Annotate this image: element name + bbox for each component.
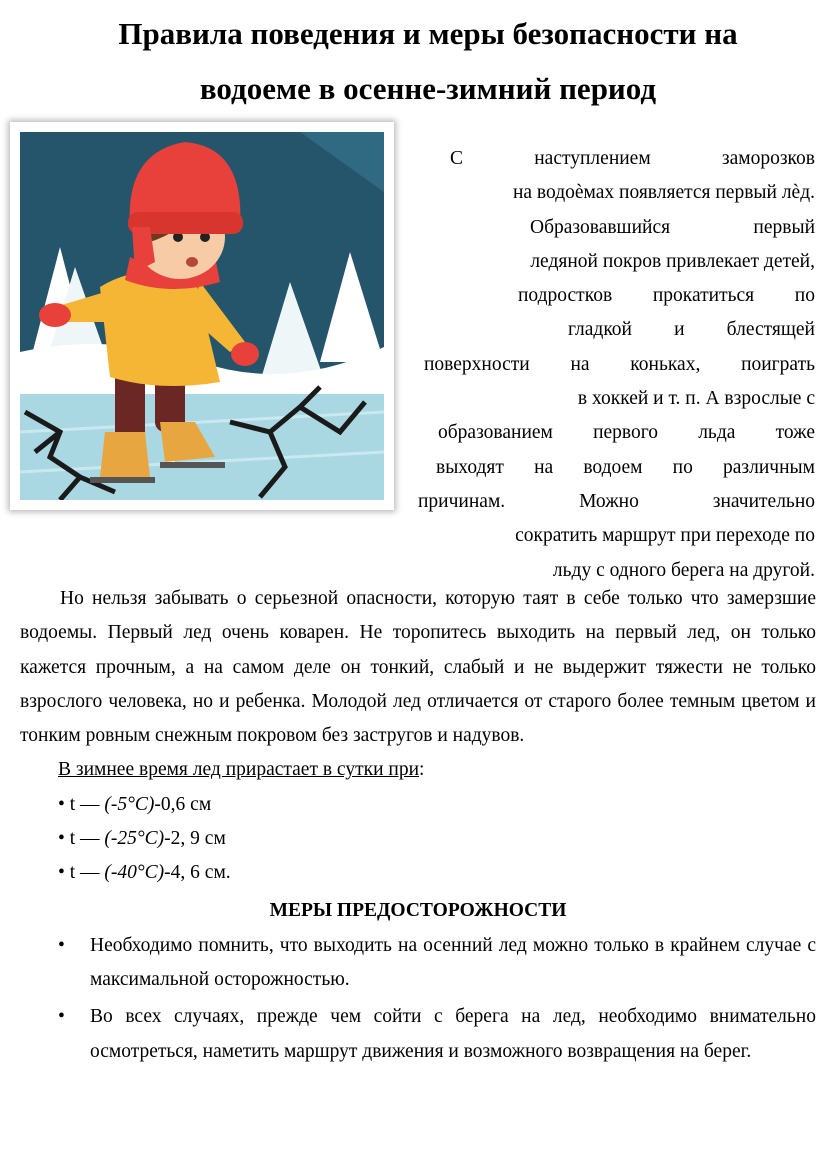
intro-line: С наступлением заморозков <box>450 148 815 169</box>
main-content <box>20 582 816 1072</box>
ice-growth-prefix: • t — <box>58 828 105 850</box>
ice-growth-intro <box>58 753 816 787</box>
title-line-2: водоеме в осенне-зимний период <box>199 71 657 106</box>
ice-growth-prefix: • t — <box>58 793 105 815</box>
intro-line: причинам. Можно значительно <box>418 490 815 512</box>
intro-line: в хоккей и т. п. А взрослые с <box>577 388 815 410</box>
ice-growth-value: -4, 6 см. <box>164 862 231 884</box>
illustration-frame <box>10 122 394 510</box>
ice-growth-temp: (-25°С) <box>104 828 165 850</box>
intro-line: подростков прокатиться по <box>518 285 815 307</box>
ice-growth-item <box>58 822 816 856</box>
ice-growth-colon: : <box>419 759 425 781</box>
ice-growth-temp: (-40°С) <box>104 862 165 884</box>
intro-line: Образовавшийся первый <box>530 216 815 238</box>
bullet-marker: • <box>58 1006 65 1028</box>
intro-line: на водоѐмах появляется первый лѐд. <box>512 182 815 204</box>
title-line-1: Правила поведения и меры безопасности на <box>118 16 738 51</box>
intro-line: сократить маршрут при переходе по <box>515 525 815 547</box>
danger-paragraph: Но нельзя забывать о серьезной опасности, которую таят в себе только что замерзшие водоемы. Первый лед очень коварен. Не торопитесь выходить на первый лед, он только кажется прочным, а на самом деле он тонкий, слабый и не выдержит тяжести не только взрослого человека, но и ребенка. Молодой лед отличается от старого более темным цветом и тонким ровным снежным покровом без застругов и надувов. <box>20 588 816 747</box>
precaution-text: Необходимо помнить, что выходить на осенний лед можно только в крайнем случае с максимальной осторожностью. <box>90 934 816 990</box>
ice-growth-temp: (-5°С) <box>104 793 155 815</box>
intro-text <box>418 142 815 588</box>
ice-growth-value: -2, 9 см <box>164 828 226 850</box>
intro-line: поверхности на коньках, поиграть <box>424 353 815 375</box>
intro-line: гладкой и блестящей <box>568 319 815 341</box>
ice-growth-value: -0,6 см <box>154 793 212 815</box>
ice-growth-prefix: • t — <box>58 862 105 884</box>
precaution-item <box>20 929 816 998</box>
ice-growth-item <box>58 788 816 822</box>
child-on-ice-illustration <box>20 132 384 500</box>
precaution-item <box>20 1000 816 1069</box>
precautions-heading: МЕРЫ ПРЕДОСТОРОЖНОСТИ <box>269 899 567 921</box>
ice-growth-intro-text: В зимнее время лед прирастает в сутки при <box>58 759 420 781</box>
intro-line: образованием первого льда тоже <box>438 422 815 444</box>
precaution-text: Во всех случаях, прежде чем сойти с берега на лед, необходимо внимательно осмотреться, наметить маршрут движения и возможного возвращения на берег. <box>90 1006 816 1062</box>
intro-line: льду с одного берега на другой. <box>552 559 815 581</box>
ice-growth-item <box>58 856 816 890</box>
intro-line: ледяной покров привлекает детей, <box>530 250 815 272</box>
intro-line: выходят на водоем по различным <box>436 456 815 478</box>
page-title <box>40 6 816 116</box>
bullet-marker: • <box>58 934 65 956</box>
